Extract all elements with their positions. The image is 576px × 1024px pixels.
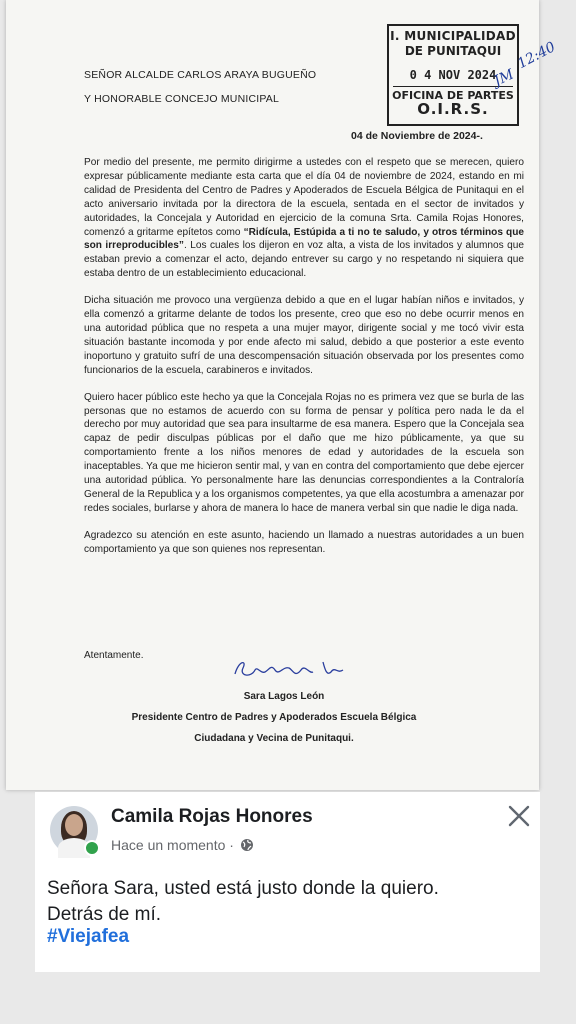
addressee-line2: Y HONORABLE CONCEJO MUNICIPAL [84, 93, 280, 105]
addressee-line1: SEÑOR ALCALDE CARLOS ARAYA BUGUEÑO [84, 69, 317, 81]
hashtag-link[interactable]: #Viejafea [47, 926, 130, 947]
quoted-insults: “Ridícula, Estúpida a ti no te saludo, y otros términos que son irreproducibles” [84, 226, 524, 252]
meta-separator: · [229, 837, 234, 853]
letter-document [6, 0, 559, 790]
addressee [84, 63, 316, 111]
stamp-line2: DE PUNITAQUI [404, 44, 502, 58]
paragraph-1 [84, 156, 524, 281]
handwritten-time: 12:40 [515, 39, 559, 73]
stamp-line3: OFICINA DE PARTES [392, 89, 514, 102]
post-text [47, 876, 439, 928]
avatar-face [65, 814, 83, 836]
online-status-icon [84, 840, 100, 856]
handwritten-initials: JM [491, 66, 517, 90]
closing: Atentamente. [84, 650, 144, 661]
stamp-line4: O.I.R.S. [417, 100, 489, 118]
signer-subtitle: Ciudadana y Vecina de Punitaqui. [194, 733, 354, 744]
post-time[interactable]: Hace un momento [111, 837, 226, 853]
paragraph-3: Quiero hacer público este hecho ya que la Concejala Rojas no es primera vez que se burla de las personas que no estamos de acuerdo con su forma de pensar y política pero nada le da el derecho por muy autoridad que sea para insultarme de esa manera. Espero que la Concejala sea capaz de pedir disculpas públicas por el daño que me hizo públicamente, ya que su comportamiento frente a los niños menores de edad y autoridades de la escuela son inaceptables. Ya que me hicieron sentir mal, y van en contra del comportamiento que debe ejercer una autoridad pública. Yo personalmente hare las denuncias correspondientes a la Contraloría General de la Republica y a los organismos competentes, ya que ella acostumbra a amenazar por redes sociales, burlarse y ahora de manera lo hace de manera verbal sin que nadie le diga nada. [84, 391, 524, 514]
signer-name: Sara Lagos León [243, 691, 325, 702]
post-author[interactable]: Camila Rojas Honores [111, 806, 313, 827]
signature-block [124, 686, 424, 749]
paragraph-2: Dicha situación me provoco una vergüenza debido a que en el lugar habían niños e invitados, y ella comenzó a gritarme delante de todos los presente, creo que eso no debe ocurrir menos en una autoridad pública que no respeta a una mujer mayor, dirigente social y me tocó vivir esta situación bastante incomoda y por ende afecto mi salud, debido a que posterior a este evento inoportuno y gratuito sufrí de una descompensación situación observada por los presentes como funcionarios de la escuela, carabineros e invitados. [84, 295, 524, 376]
post-text-line2: Detrás de mí. [47, 904, 162, 925]
facebook-post [35, 792, 540, 972]
signer-title: Presidente Centro de Padres y Apoderados Escuela Bélgica [131, 712, 417, 723]
letter-body [84, 156, 524, 570]
stamp-date: 0 4 NOV 2024 [409, 68, 497, 82]
post-text-line1: Señora Sara, usted está justo donde la quiero. [47, 878, 439, 899]
post-meta [111, 837, 254, 853]
paragraph-1-end: . Los cuales los dijeron en voz alta, a vista de los invitados y alumnos que estaban previo a comenzar el acto, dejando entrever su cargo y no respetando ni siquiera que estaba dentro de un establecimiento educacional. [84, 240, 524, 280]
paragraph-1-start: Por medio del presente, me permito dirigirme a ustedes con el respeto que se merecen, quiero expresar públicamente mediante esta carta que el día 04 de noviembre de 2024, estando en mi calidad de Presidenta del Centro de Padres y Apoderados de Escuela Bélgica de Punitaqui en el acto aniversario invitada por la directora de la escuela, sentada en el sector de invitados y autoridades, la Concejala y Autoridad en ejercicio de la comuna Srta. Camila Rojas Honores, comenzó a gritarme epítetos como [84, 157, 524, 238]
stamp-divider [393, 86, 513, 87]
letter-date: 04 de Noviembre de 2024-. [351, 130, 483, 142]
globe-icon[interactable] [240, 838, 254, 852]
close-icon[interactable] [505, 802, 533, 830]
handwritten-signature [231, 656, 351, 682]
paragraph-4: Agradezco su atención en este asunto, haciendo un llamado a nuestras autoridades a un buen comportamiento ya que son quienes nos representan. [84, 529, 524, 555]
stamp-line1: I. MUNICIPALIDAD [390, 29, 516, 43]
